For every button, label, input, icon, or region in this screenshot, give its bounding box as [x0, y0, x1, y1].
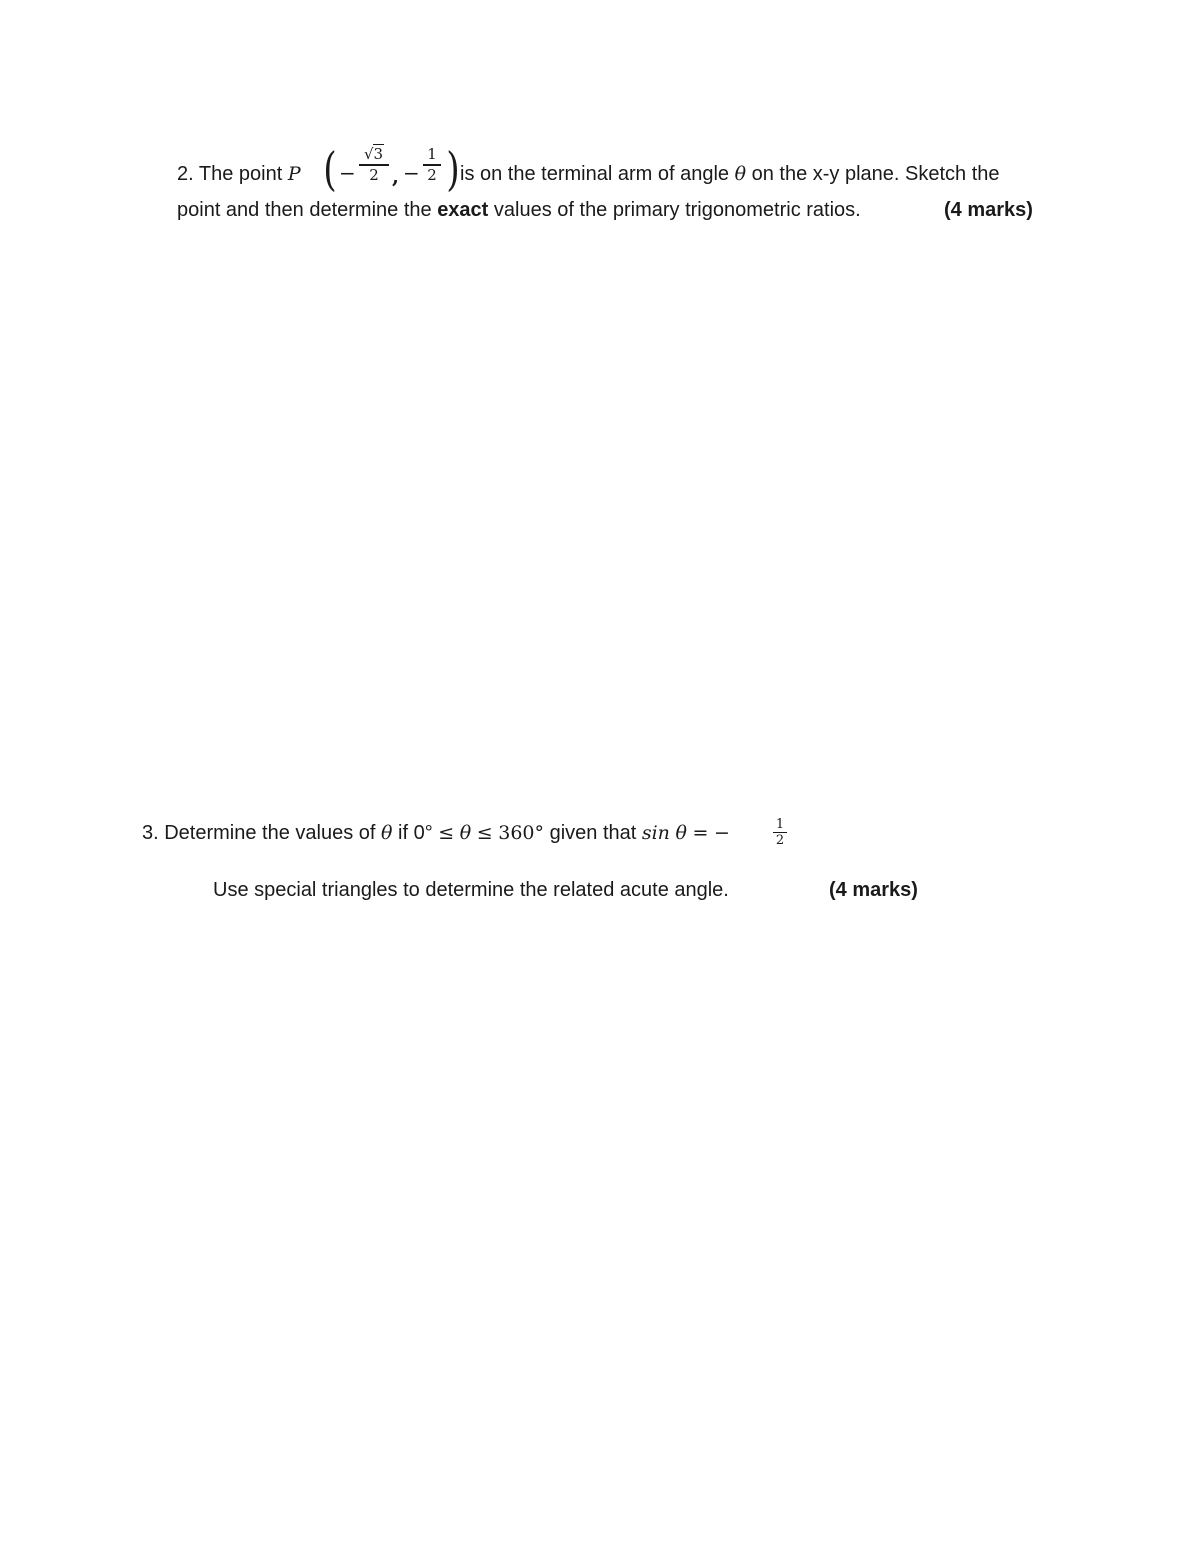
sqrt-sign: √ [363, 145, 374, 163]
q3-instruction: Use special triangles to determine the related acute angle. [213, 879, 729, 901]
q3-fraction-denominator: 2 [775, 833, 785, 849]
q2-text-b: on the x-y plane. Sketch the [746, 163, 1000, 185]
q2-close-paren: ) [446, 142, 460, 196]
q2-line2-b: values of the primary trigonometric ratios. [488, 199, 861, 221]
q3-fraction [773, 818, 787, 847]
q2-minus-1: − [339, 161, 356, 185]
q3-theta-2: θ [459, 822, 472, 844]
q2-theta: θ [734, 163, 747, 185]
q3-theta-3: θ [675, 822, 687, 844]
q2-line2-a: point and then determine the [177, 199, 438, 221]
q2-fraction-2 [423, 147, 441, 183]
q2-line1-rest [460, 164, 1000, 184]
q2-radicand: 3 [373, 145, 384, 163]
q2-open-paren: ( [323, 142, 337, 196]
q3-lead-text: 3. Determine the values of [142, 822, 382, 844]
q3-leq-1: ≤ [438, 822, 455, 844]
q3-line1 [142, 823, 730, 843]
q2-minus-2: − [403, 161, 420, 185]
q2-line1-lead [177, 164, 301, 184]
q2-line2 [177, 200, 861, 220]
q2-lead-text: 2. The point [177, 163, 288, 185]
q3-minus: − [714, 822, 730, 844]
q3-text-given: given that [544, 822, 642, 844]
q3-equals: = [692, 822, 709, 844]
q3-theta-1: θ [381, 822, 393, 844]
q2-fraction-1-numerator [359, 147, 389, 162]
q3-leq-2: ≤ [476, 822, 493, 844]
q2-fraction-1-denominator: 2 [369, 165, 379, 184]
q2-point-variable: P [287, 163, 301, 185]
q2-exact-emphasis: exact [437, 199, 489, 221]
q2-fraction-1 [359, 147, 389, 183]
q3-sin: sin [641, 822, 670, 844]
q3-360: 360° [498, 822, 545, 844]
q2-marks: (4 marks) [944, 199, 1033, 221]
q2-fraction-2-denominator: 2 [427, 165, 437, 184]
q3-text-if: if 0° [392, 822, 439, 844]
q2-comma: , [392, 164, 399, 188]
q3-fraction-numerator: 1 [775, 817, 785, 832]
q2-fraction-2-numerator: 1 [427, 145, 437, 163]
q3-marks: (4 marks) [829, 879, 918, 901]
q2-text-a: is on the terminal arm of angle [460, 163, 735, 185]
